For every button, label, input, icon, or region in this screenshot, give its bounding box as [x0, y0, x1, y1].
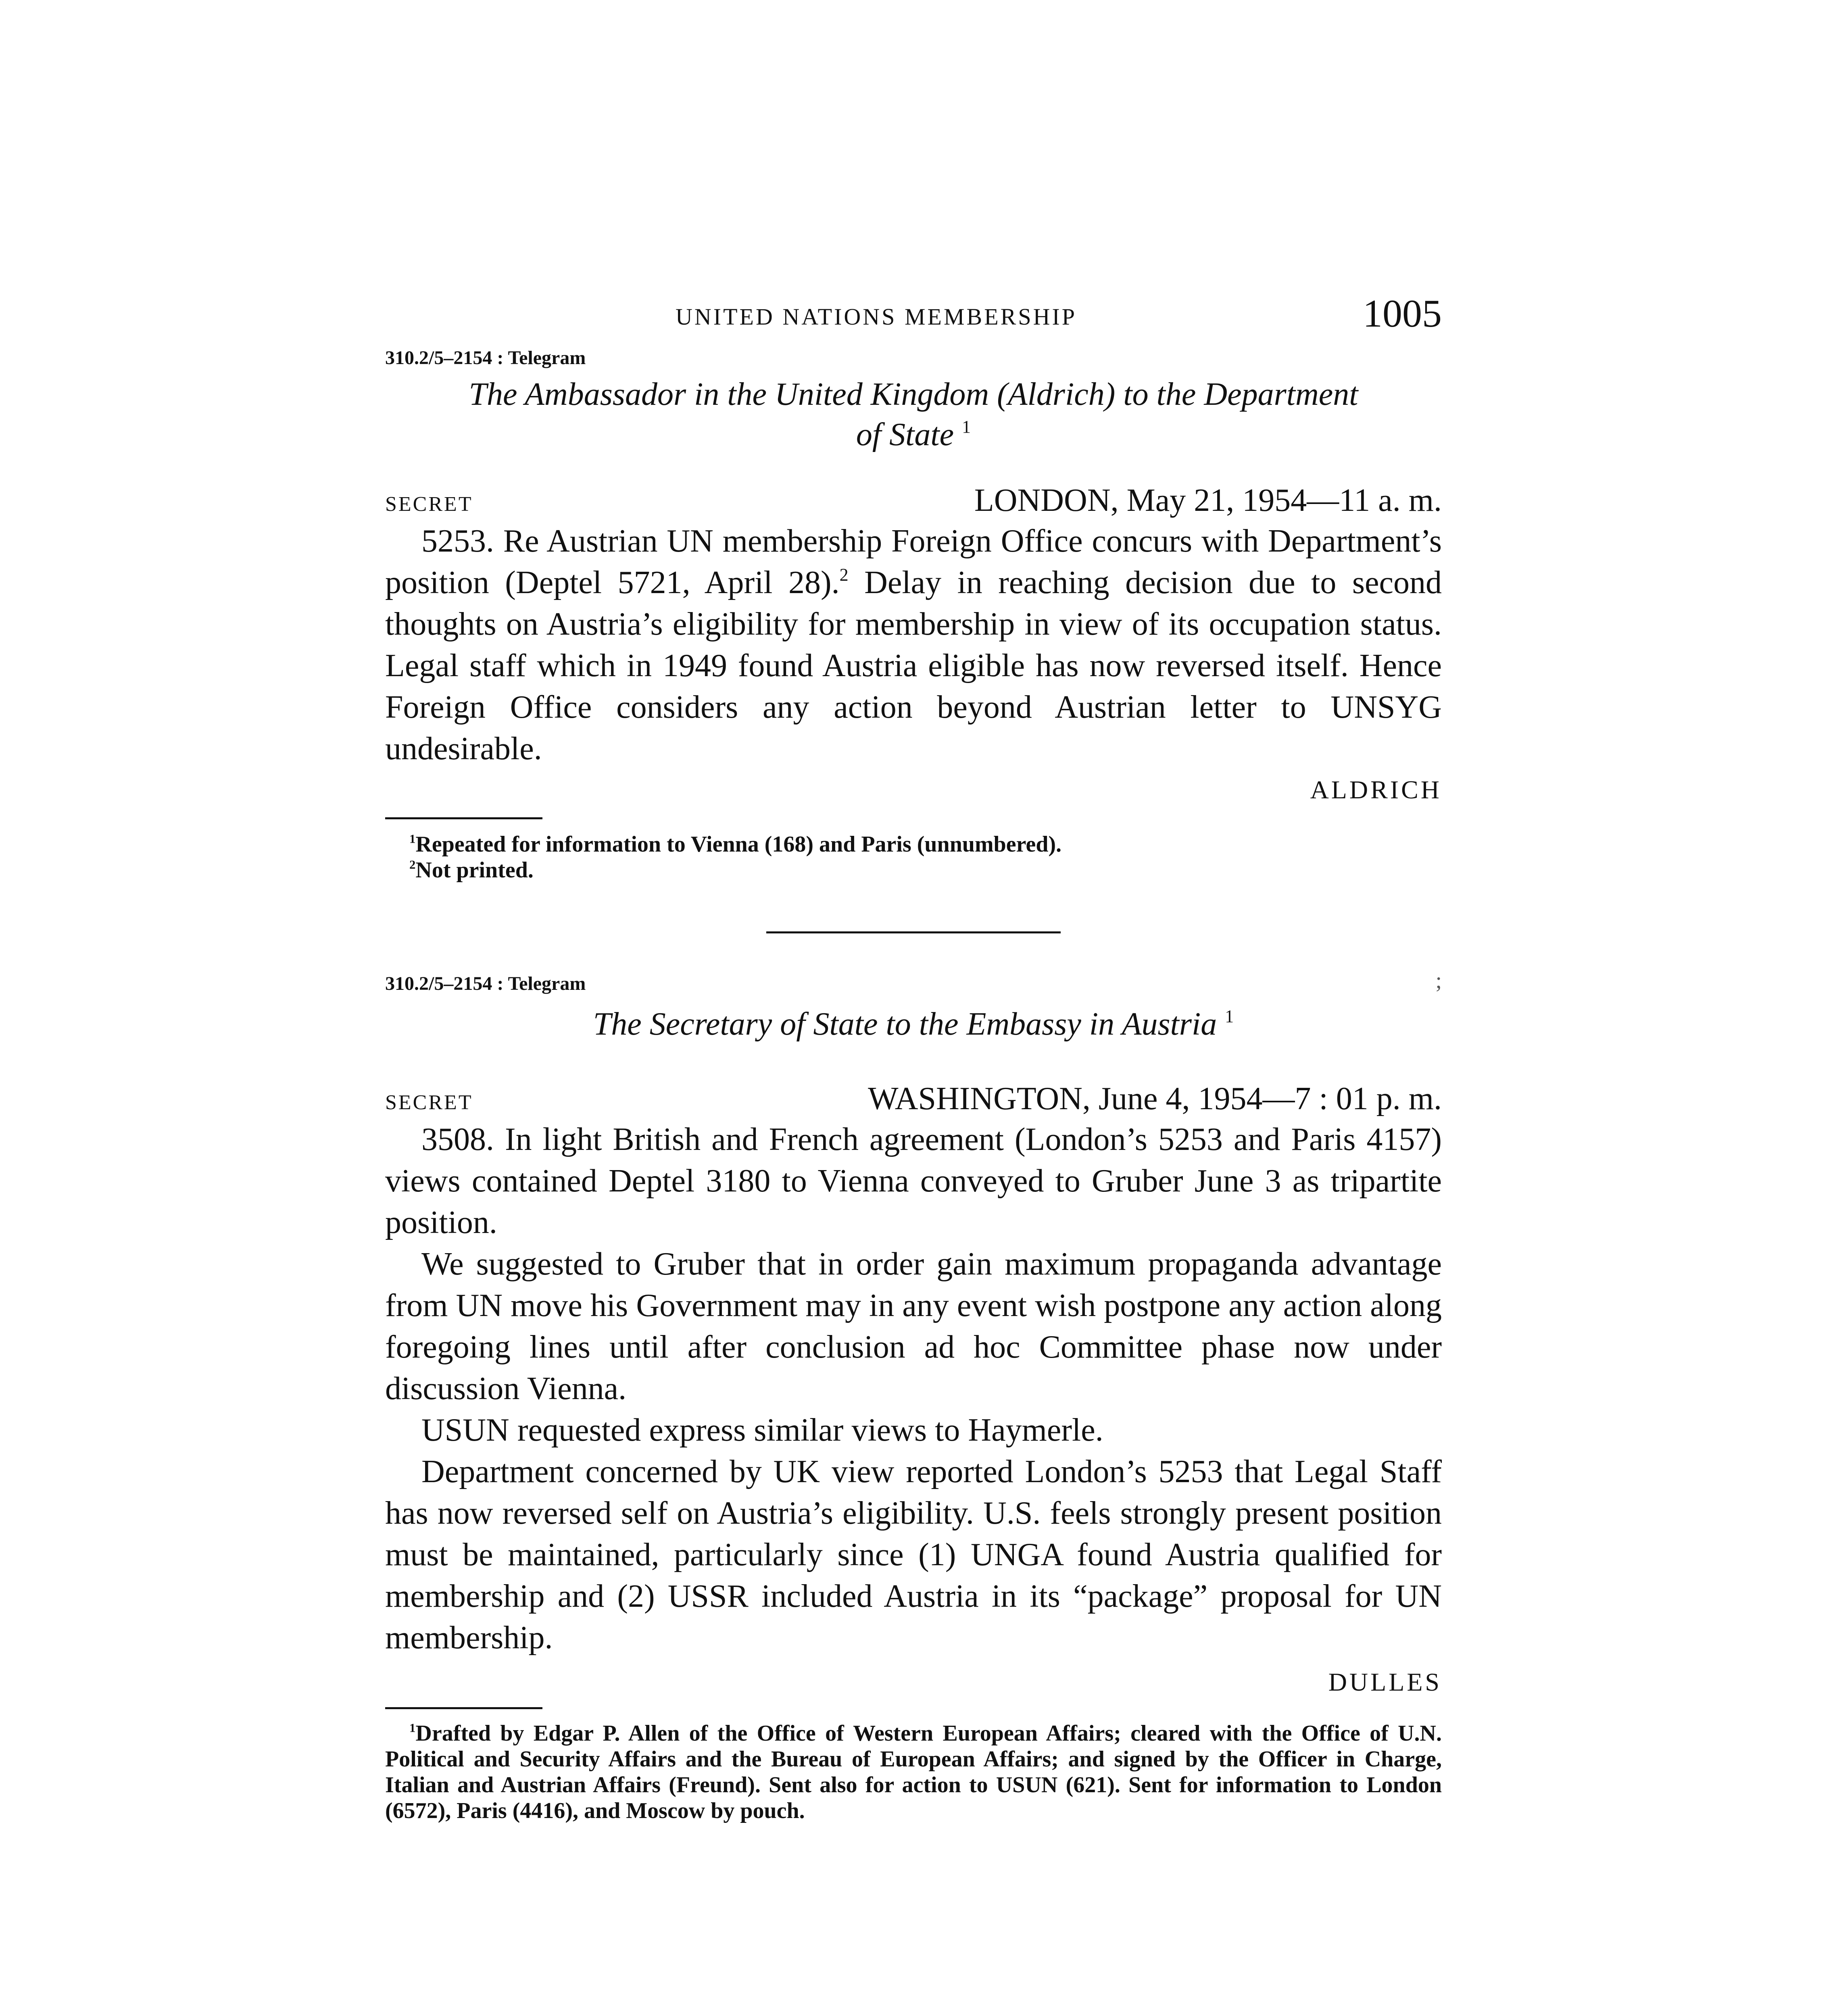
signature: ALDRICH: [1310, 775, 1442, 804]
footnote-text: Repeated for information to Vienna (168) and Paris (unnumbered).: [415, 832, 1062, 857]
document-title: [385, 374, 1442, 455]
telegram-body: [385, 521, 1442, 770]
title-line-2: of State: [856, 417, 954, 452]
body-text: 5253. Re Austrian UN membership Foreign Office concurs with Department’s position (Deptel 5721, April 28).: [385, 523, 1442, 600]
page-number: 1005: [1363, 292, 1442, 335]
footnote-text: Not printed.: [415, 858, 534, 883]
file-reference: 310.2/5–2154 : Telegram: [385, 973, 586, 994]
document-title: [385, 1004, 1442, 1044]
footnote-mark: 1: [409, 832, 416, 846]
body-paragraph: Department concerned by UK view reported London’s 5253 that Legal Staff has now reversed self on Austria’s eligibility. U.S. feels strongly present position must be maintained, particularly since (1) UNGA found Austria qualified for membership and (2) USSR included Austria in its “package” proposal for UN membership.: [385, 1454, 1442, 1656]
footnote-rule: [385, 817, 542, 819]
footnote-marker: 1: [1225, 1006, 1234, 1027]
title-line-1: The Ambassador in the United Kingdom (Aldrich) to the Department: [469, 377, 1358, 412]
footnote: [385, 831, 1442, 857]
signature: DULLES: [1328, 1668, 1442, 1696]
footnote-mark: 2: [409, 858, 416, 872]
body-paragraph: 3508. In light British and French agreement (London’s 5253 and Paris 4157) views contained Deptel 3180 to Vienna conveyed to Gruber June 3 as tripartite position.: [385, 1122, 1442, 1240]
footnote-rule: [385, 1707, 542, 1709]
footnotes: [385, 1720, 1442, 1824]
footnote: [385, 857, 1442, 883]
body-paragraph: We suggested to Gruber that in order gain maximum propaganda advantage from UN move his Government may in any event wish postpone any action along foregoing lines until after conclusion ad hoc Committee phase now under discussion Vienna.: [385, 1246, 1442, 1406]
footnote-marker: 1: [962, 417, 971, 437]
running-head-title: UNITED NATIONS MEMBERSHIP: [676, 304, 1077, 330]
telegram-aldrich: [385, 346, 1442, 883]
document-page: [385, 282, 1442, 1824]
classification: SECRET: [385, 1091, 473, 1114]
telegram-body: [385, 1119, 1442, 1659]
footnote-mark: 1: [409, 1721, 416, 1735]
body-paragraph: USUN requested express similar views to Haymerle.: [421, 1412, 1103, 1448]
footnote-marker: 2: [839, 565, 849, 585]
running-head: [385, 282, 1442, 343]
section-separator: [766, 931, 1061, 933]
dateline: WASHINGTON, June 4, 1954—7 : 01 p. m.: [868, 1081, 1442, 1116]
footnote-text: Drafted by Edgar P. Allen of the Office of Western European Affairs; cleared with the Office of U.N. Political and Security Affairs and the Bureau of European Affairs; and signed by the Officer in Charge, Italian and Austrian Affairs (Freund). Sent also for action to USUN (621). Sent for information to London (6572), Paris (4416), and Moscow by pouch.: [385, 1721, 1442, 1823]
telegram-header: [385, 1081, 1442, 1117]
telegram-dulles: [385, 968, 1442, 1824]
margin-mark: ;: [1435, 968, 1442, 993]
footnotes: [385, 831, 1442, 883]
body-text: Delay in reaching decision due to second thoughts on Austria’s eligibility for membership in view of its occupation status. Legal staff which in 1949 found Austria eligible has now reversed itself. Hence Foreign Office considers any action beyond Austrian letter to UNSYG undesirable.: [385, 565, 1442, 766]
title-line-1: The Secretary of State to the Embassy in Austria: [593, 1006, 1217, 1042]
classification: SECRET: [385, 493, 473, 516]
file-reference: 310.2/5–2154 : Telegram: [385, 347, 586, 369]
footnote: [385, 1720, 1442, 1824]
dateline: LONDON, May 21, 1954—11 a. m.: [974, 483, 1442, 518]
telegram-header: [385, 482, 1442, 519]
